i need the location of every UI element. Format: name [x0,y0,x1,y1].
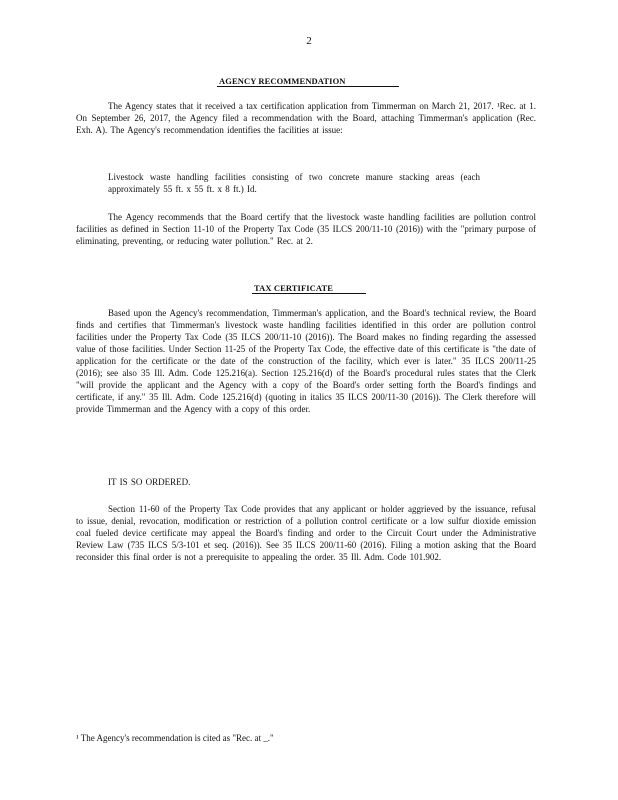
tax-certificate-heading [0,283,618,294]
agency-recommends-paragraph [76,211,536,247]
appeal-text: Section 11-60 of the Property Tax Code provides that any applicant or holder aggrieved by the issuance, refusal to issue, denial, revocation, modification or restriction of a pollution control certificate or a low sulfur dioxide emission coal fueled device certificate may appeal the Board's finding and order to the Circuit Court under the Administrative Review Law (735 ILCS 5/3-101 et seq. (2016)). See 35 ILCS 200/11-60 (2016). Filing a motion asking that the Board reconsider this final order is not a prerequisite to appealing the order. 35 Ill. Adm. Code 101.902. [76,504,536,562]
facilities-quote-text: Livestock waste handling facilities consisting of two concrete manure stacking areas (each approximately 55 ft. x 55 ft. x 8 ft.) Id. [108,172,480,194]
appeal-paragraph [76,503,536,563]
agency-statement-paragraph [76,100,536,136]
board-findings-text: Based upon the Agency's recommendation, Timmerman's application, and the Board's technical review, the Board finds and certifies that Timmerman's livestock waste handling facilities identified in this order are pollution control facilities under the Property Tax Code (35 ILCS 200/11-10 (2016)). The Board makes no finding regarding the assessed value of those facilities. Under Section 11-25 of the Property Tax Code, the effective date of this certificate is "the date of application for the certificate or the date of the construction of the facility, which ever is later." 35 ILCS 200/11-25 (2016); see also 35 Ill. Adm. Code 125.216(a). Section 125.216(d) of the Board's procedural rules states that the Clerk "will provide the applicant and the Agency with a copy of the Board's order setting forth the Board's findings and certificate, if any." 35 Ill. Adm. Code 125.216(d) (quoting in italics 35 ILCS 200/11-30 (2016)). The Clerk therefore will provide Timmerman and the Agency with a copy of this order. [76,308,536,414]
ordered-text: IT IS SO ORDERED. [108,477,191,487]
facilities-quote [108,171,480,195]
agency-recommends-text: The Agency recommends that the Board certify that the livestock waste handling facilities are pollution control facilities as defined in Section 11-10 of the Property Tax Code (35 ILCS 200/11-10 (2016)) with the "primary purpose of eliminating, preventing, or reducing water pollution." Rec. at 2. [76,212,536,246]
agency-recommendation-heading [0,76,618,87]
tax-certificate-heading-text: TAX CERTIFICATE [252,284,366,294]
page-number: 2 [306,35,312,47]
footnote-text: ¹ The Agency's recommendation is cited as "Rec. at _." [76,733,274,743]
agency-recommendation-heading-text: AGENCY RECOMMENDATION [217,77,399,87]
agency-statement-text: The Agency states that it received a tax certification application from Timmerman on March 21, 2017. ¹Rec. at 1. On September 26, 2017, the Agency filed a recommendation with the Board, attaching Timmerman's application (Rec. Exh. A). The Agency's recommendation identifies the facilities at issue: [76,101,536,135]
board-findings-paragraph [76,307,536,415]
footnote [76,732,536,744]
ordered-paragraph [76,476,536,488]
